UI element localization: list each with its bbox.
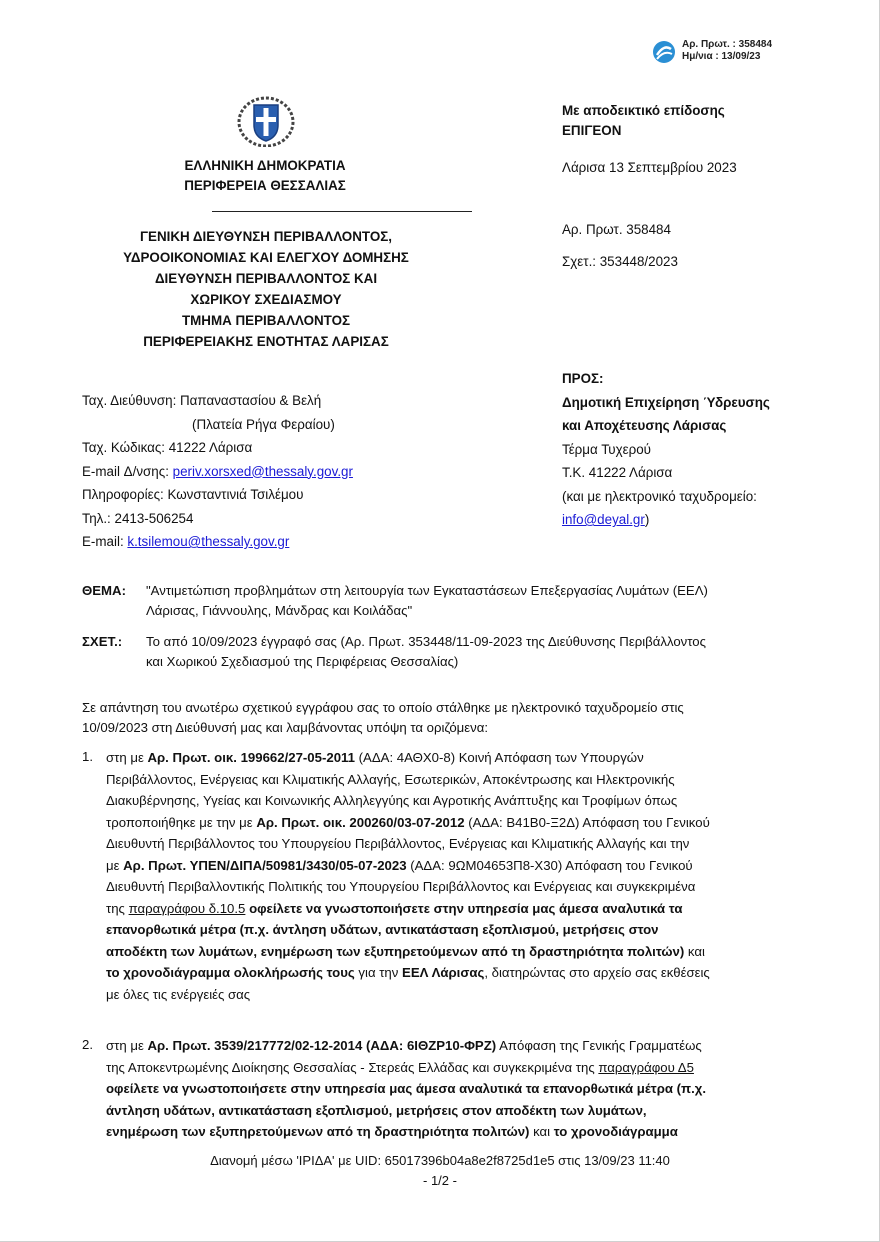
email-label: E-mail Δ/νσης:: [82, 463, 173, 479]
contact-phone: Τηλ.: 2413-506254: [82, 510, 194, 526]
recipient-label: ΠΡΟΣ:: [562, 371, 604, 386]
subject-line: "Αντιμετώπιση προβλημάτων στη λειτουργία των Εγκαταστάσεων Επεξεργασίας Λυμάτων (ΕΕΛ): [146, 583, 708, 598]
contact-dept-email: [82, 460, 353, 484]
contact-address: Ταχ. Διεύθυνση: Παπαναστασίου & Βελή: [82, 393, 322, 408]
stamp-protocol: Αρ. Πρωτ. : 358484: [682, 39, 773, 50]
contact-address-extra: (Πλατεία Ρήγα Φεραίου): [192, 416, 335, 432]
org-country: ΕΛΛΗΝΙΚΗ ΔΗΜΟΚΡΑΤΙΑ: [184, 158, 346, 173]
item-number: 2.: [82, 1037, 93, 1052]
intro-paragraph: [82, 698, 798, 738]
delivery-line: Με αποδεικτικό επίδοσης: [562, 103, 725, 118]
officer-email-link[interactable]: k.tsilemou@thessaly.gov.gr: [127, 534, 290, 549]
dept-line: ΥΔΡΟΟΙΚΟΝΟΜΙΑΣ ΚΑΙ ΕΛΕΓΧΟΥ ΔΟΜΗΣΗΣ: [123, 250, 409, 265]
subject-text: [146, 581, 796, 621]
subject-line: Λάρισας, Γιάννουλης, Μάνδρας και Κοιλάδας": [146, 603, 413, 618]
department-block: [78, 226, 454, 352]
recipient-close: ): [644, 512, 650, 527]
dept-line: ΧΩΡΙΚΟΥ ΣΧΕΔΙΑΣΜΟΥ: [190, 292, 342, 307]
stamp-date: Ημ/νια : 13/09/23: [682, 51, 761, 62]
subject-label: ΘΕΜΑ:: [82, 583, 126, 598]
contact-email: [82, 530, 353, 554]
protocol-number: Αρ. Πρωτ. 358484: [562, 222, 671, 237]
contact-postcode: Ταχ. Κώδικας: 41222 Λάρισα: [82, 440, 253, 455]
delivery-line: ΕΠΙΓΕΟΝ: [562, 123, 622, 138]
ref-line: και Χωρικού Σχεδιασμού της Περιφέρειας Θεσσαλίας): [146, 654, 459, 669]
dept-line: ΓΕΝΙΚΗ ΔΙΕΥΘΥΝΣΗ ΠΕΡΙΒΑΛΛΟΝΤΟΣ,: [140, 229, 392, 244]
contact-block: [82, 389, 353, 554]
recipient-block: [562, 367, 770, 532]
ref-text: [146, 632, 796, 672]
related-number: Σχετ.: 353448/2023: [562, 254, 678, 269]
intro-line: Σε απάντηση του ανωτέρω σχετικού εγγράφου σας το οποίο στάλθηκε με ηλεκτρονικό ταχυδρομείο στις: [82, 700, 684, 715]
item-number: 1.: [82, 749, 93, 764]
dept-line: ΤΜΗΜΑ ΠΕΡΙΒΑΛΛΟΝΤΟΣ: [181, 313, 351, 328]
org-header: [140, 156, 390, 196]
intro-line: 10/09/2023 στη Διεύθυνσή μας και λαμβάνοντας υπόψη τα οριζόμενα:: [82, 720, 489, 735]
page-number: - 1/2 -: [423, 1173, 457, 1188]
ref-label: ΣΧΕΤ.:: [82, 634, 123, 649]
org-region: ΠΕΡΙΦΕΡΕΙΑ ΘΕΣΣΑΛΙΑΣ: [184, 178, 346, 193]
email-label: E-mail:: [82, 534, 128, 549]
item-2-text: στη με Αρ. Πρωτ. 3539/217772/02-12-2014 (ΑΔΑ: 6ΙΘΖΡ10-ΦΡΖ) Απόφαση της Γενικής Γραμματέως της Αποκεντρωμένης Διοίκησης Θεσσαλίας - Στερεάς Ελλάδας και συγκεκριμένα της παραγράφου Δ5 οφείλετε να γνωστοποιήσετε στην υπηρεσία μας άμεσα αναλυτικά τα επανορθωτικά μέτρα (π.χ. άντληση υδάτων, αντικατάσταση εξοπλισμού, μετρήσεις στον αποδέκτη των λυμάτων, ενημέρωση των εξυπηρετούμενων από τη δραστηριότητα πολιτών) και το χρονοδιάγραμμα: [106, 1038, 707, 1139]
document-date: Λάρισα 13 Σεπτεμβρίου 2023: [562, 160, 737, 175]
recipient-name: και Αποχέτευσης Λάρισας: [562, 418, 727, 433]
hellenic-emblem-icon: [237, 95, 295, 147]
item-1-text: στη με Αρ. Πρωτ. οικ. 199662/27-05-2011 (ΑΔΑ: 4ΑΘΧ0-8) Κοινή Απόφαση των Υπουργών Περιβάλλοντος, Ενέργειας και Κλιματικής Αλλαγής, Εσωτερικών, Αποκέντρωσης και Ηλεκτρονικής Διακυβέρνησης, Υγείας και Κοινωνικής Αλληλεγγύης και Αγροτικής Ανάπτυξης και Τροφίμων όπως τροποποιήθηκε με την με Αρ. Πρωτ. οικ. 200260/03-07-2012 (ΑΔΑ: Β41Β0-Ξ2Δ) Απόφαση του Γενικού Διευθυντή Περιβάλλοντος του Υπουργείου Περιβάλλοντος, Ενέργειας και Κλιματικής Αλλαγής και την με Αρ. Πρωτ. ΥΠΕΝ/ΔΙΠΑ/50981/3430/05-07-2023 (ΑΔΑ: 9ΩΜ04653Π8-Χ30) Απόφαση του Γενικού Διευθυντή Περιβαλλοντικής Πολιτικής του Υπουργείου Περιβάλλοντος και Ενέργειας και συγκεκριμένα της παραγράφου δ.10.5 οφείλετε να γνωστοποιήσετε στην υπηρεσία μας άμεσα αναλυτικά τα επανορθωτικά μέτρα (π.χ. άντληση υδάτων, αντικατάσταση εξοπλισμού, μετρήσεις στον αποδέκτη των λυμάτων, ενημέρωση των εξυπηρετούμενων από τη δραστηριότητα πολιτών) και το χρονοδιάγραμμα ολοκλήρωσής τους για την ΕΕΛ Λάρισας, διατηρώντας στο αρχείο σας εκθέσεις με όλες τις ενέργειές σας: [106, 750, 710, 1002]
recipient-note: (και με ηλεκτρονικό ταχυδρομείο:: [562, 488, 757, 504]
recipient-address: Τέρμα Τυχερού: [562, 441, 651, 457]
header-divider: [212, 211, 472, 212]
recipient-address: Τ.Κ. 41222 Λάρισα: [562, 465, 673, 480]
iris-logo-icon: [652, 40, 676, 64]
dept-line: ΔΙΕΥΘΥΝΣΗ ΠΕΡΙΒΑΛΛΟΝΤΟΣ ΚΑΙ: [154, 271, 378, 286]
dept-line: ΠΕΡΙΦΕΡΕΙΑΚΗΣ ΕΝΟΤΗΤΑΣ ΛΑΡΙΣΑΣ: [143, 334, 389, 349]
delivery-method: [562, 101, 725, 141]
recipient-name: Δημοτική Επιχείρηση Ύδρευσης: [562, 394, 770, 410]
protocol-stamp: [682, 39, 772, 63]
dept-email-link[interactable]: periv.xorsxed@thessaly.gov.gr: [172, 463, 353, 479]
ref-line: Το από 10/09/2023 έγγραφό σας (Αρ. Πρωτ. 353448/11-09-2023 της Διεύθυνσης Περιβάλλοντος: [146, 634, 706, 649]
recipient-email-link[interactable]: info@deyal.gr: [562, 512, 645, 527]
contact-info: Πληροφορίες: Κωνσταντινιά Τσιλέμου: [82, 487, 304, 502]
distribution-footer: Διανομή μέσω 'ΙΡΙΔΑ' με UID: 65017396b04a8e2f8725d1e5 στις 13/09/23 11:40: [210, 1153, 670, 1168]
